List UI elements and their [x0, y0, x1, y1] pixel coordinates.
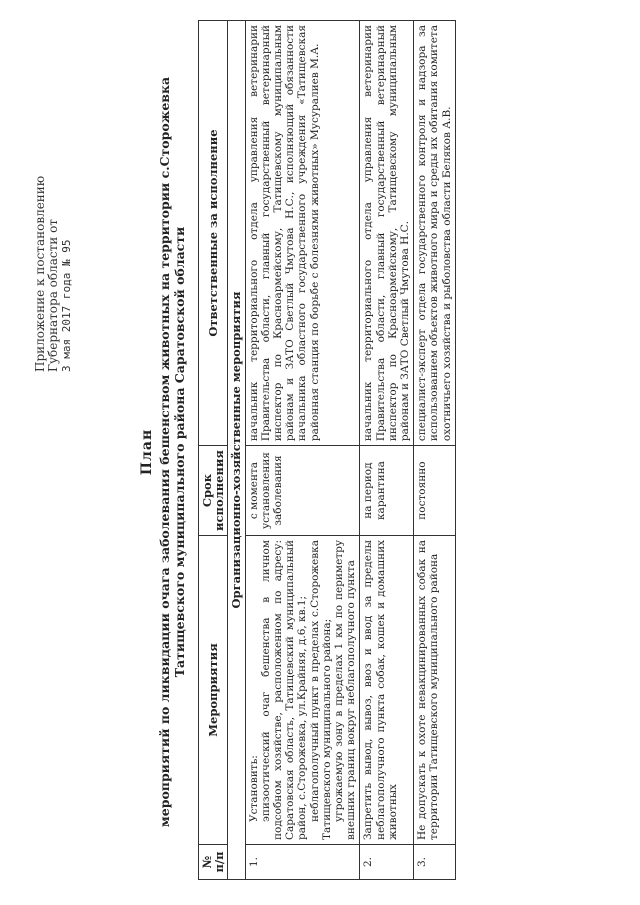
appendix-line-2: Губернатора области от: [46, 219, 60, 372]
row-responsible: начальник территориального отдела управления ветеринарии Правительства области, главный государственный ветеринарный инспектор по Красноармейскому, Татищевскому муниципальным районам и ЗАТО Светлый Чмутова Н.С., исполняющий обязанности начальника областного государственного учреждения «Татищевская районная станция по борьбе с болезнями животных» Мусуралиев М.А.: [245, 21, 360, 446]
section-row: [228, 21, 245, 880]
activity-intro: Установить:: [247, 755, 260, 822]
title-line-1: мероприятий по ликвидации очага заболевания бешенством животных на территории с.Сторожевка: [157, 76, 172, 828]
appendix-note: [34, 176, 73, 372]
row-term: постоянно: [414, 446, 456, 536]
header-num: № п/п: [199, 845, 228, 880]
measures-table: [198, 20, 456, 880]
title-line-2: Татищевского муниципального района Саратовской области: [172, 226, 187, 678]
section-title: Организационно-хозяйственные мероприятия: [228, 21, 245, 880]
document-title: [140, 52, 187, 852]
header-responsible: Ответственные за исполнение: [199, 21, 228, 446]
title-word: План: [139, 428, 155, 476]
appendix-line-1: Приложение к постановлению: [33, 175, 47, 372]
row-num: 3.: [414, 845, 456, 880]
row-num: 1.: [245, 845, 360, 880]
row-activity: Не допускать к охоте невакцинированных собак на территории Татищевского муниципального района: [414, 536, 456, 845]
table-row: [414, 21, 456, 880]
row-activity: Запретить вывод, вывоз, ввоз и ввод за пределы неблагополучного пункта собак, кошек и домашних животных: [360, 536, 414, 845]
table-row: [245, 21, 360, 880]
document-page: [20, 12, 620, 892]
table-header-row: [199, 21, 228, 880]
row-term: на период карантина: [360, 446, 414, 536]
activity-paragraph: неблагополучный пункт в пределах с.Сторожевка Татищевского муниципального района;: [308, 540, 333, 840]
activity-paragraph: эпизоотический очаг бешенства в личном подсобном хозяйстве, расположенном по адресу: Саратовская область, Татищевский муниципальный район, с.Сторожевка, ул.Крайняя, д.6, кв.1;: [259, 540, 309, 840]
appendix-line-3: 3 мая 2017 года № 95: [60, 239, 73, 372]
header-term: Срок исполнения: [199, 446, 228, 536]
row-activity: [245, 536, 360, 845]
row-num: 2.: [360, 845, 414, 880]
row-responsible: начальник территориального отдела управления ветеринарии Правительства области, главный государственный ветеринарный инспектор по Красноармейскому, Татищевскому муниципальным районам и ЗАТО Светлый Чмутова Н.С.: [360, 21, 414, 446]
table-row: [360, 21, 414, 880]
header-activities: Мероприятия: [199, 536, 228, 845]
activity-paragraph: угрожаемую зону в пределах 1 км по периметру внешних границ вокруг неблагополучного пункта: [333, 540, 358, 840]
row-responsible: специалист-эксперт отдела государственного контроля и надзора за использованием объектов животного мира и среды их обитания комитета охотничьего хозяйства и рыболовства области Беляков А.В.: [414, 21, 456, 446]
row-term: с момента установления заболевания: [245, 446, 360, 536]
